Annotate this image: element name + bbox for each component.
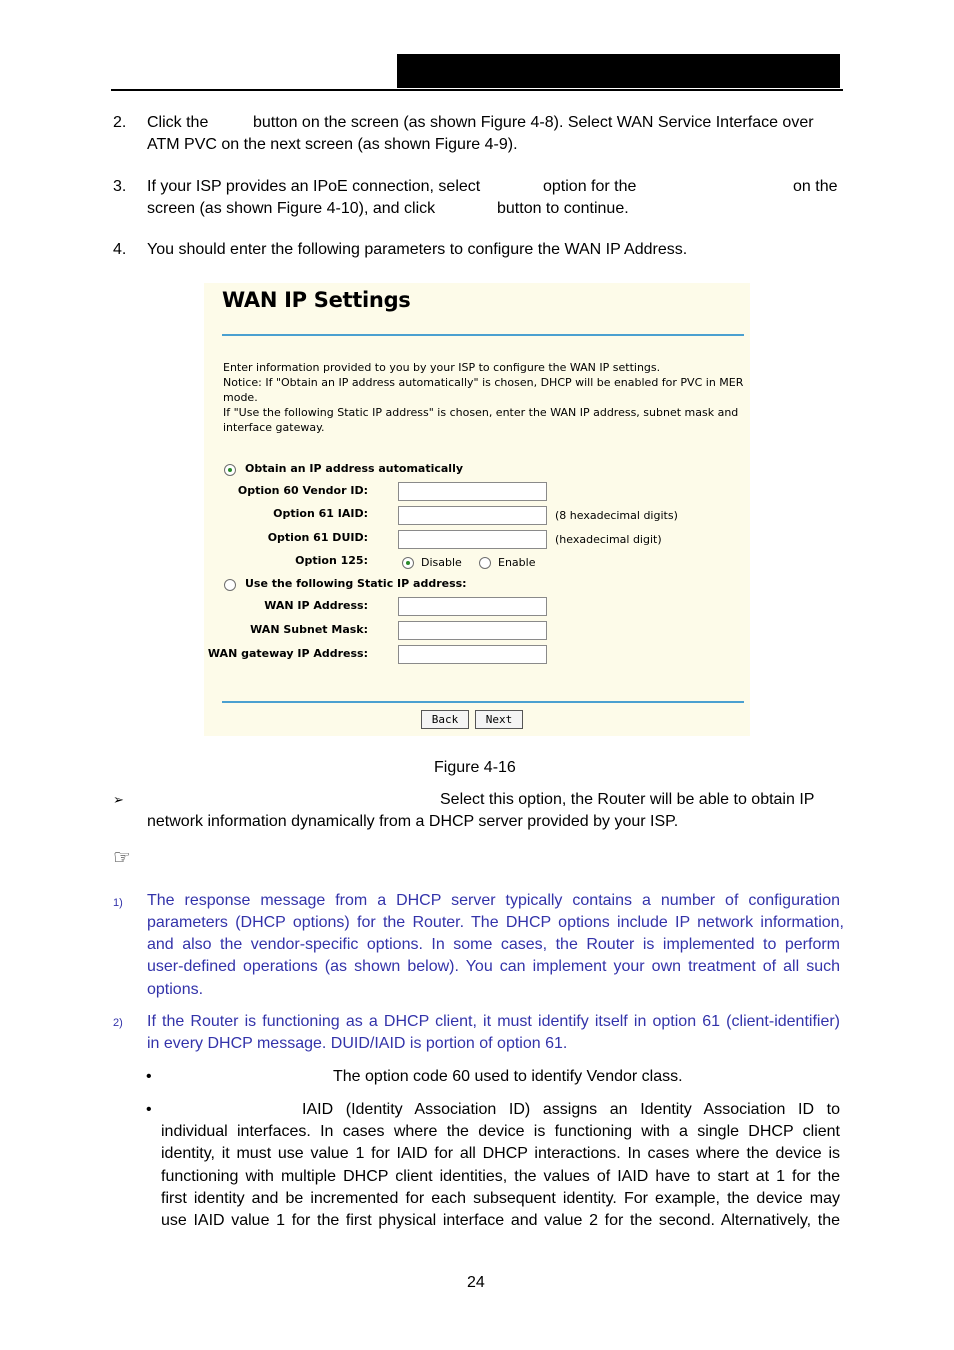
wan-ip-input[interactable] (398, 597, 547, 616)
back-button[interactable]: Back (421, 710, 469, 729)
step-3-text-b: option for the (543, 178, 637, 195)
iaid-desc-line: first identity and be incremented for each subsequent identity. For example, the device may (161, 1190, 840, 1207)
option61-duid-input[interactable] (398, 530, 547, 549)
header-bar (397, 54, 840, 88)
option60-label: Option 60 Vendor ID: (237, 484, 368, 497)
step-3-text-d: screen (as shown Figure 4-10), and click (147, 200, 436, 217)
iaid-desc-line: functioning with multiple DHCP client identities, the values of IAID have to start at 1 for the (161, 1168, 840, 1185)
iaid-desc-line: individual interfaces. In cases where the device is functioning with a single DHCP client (161, 1123, 840, 1140)
option61-iaid-hint: (8 hexadecimal digits) (555, 509, 678, 522)
intro-line: interface gateway. (223, 421, 325, 434)
wan-ip-settings-figure (204, 283, 750, 736)
panel-top-rule (222, 334, 744, 336)
intro-line: mode. (223, 391, 258, 404)
wan-mask-input[interactable] (398, 621, 547, 640)
next-button[interactable]: Next (475, 710, 523, 729)
step-3-text-e: button to continue. (497, 200, 629, 217)
note-1-line: and also the vendor-specific options. In some cases, the Router is implemented to perform (147, 936, 840, 953)
step-number: 2. (113, 114, 127, 131)
static-ip-radio[interactable] (224, 579, 236, 591)
note-2-line: in every DHCP message. DUID/IAID is portion of option 61. (147, 1035, 568, 1052)
step-number: 4. (113, 241, 127, 258)
obtain-auto-radio[interactable] (224, 464, 236, 476)
panel-bottom-rule (222, 701, 744, 703)
note-number: 2) (113, 1017, 123, 1029)
note-1-line: parameters (DHCP options) for the Router. The DHCP options include IP network information, (147, 914, 844, 931)
option125-disable-label: Disable (421, 556, 462, 569)
note-number: 1) (113, 897, 123, 909)
panel-title: WAN IP Settings (222, 288, 411, 312)
dot-bullet-icon: • (146, 1068, 152, 1085)
static-ip-label: Use the following Static IP address: (245, 577, 467, 590)
option61-iaid-input[interactable] (398, 506, 547, 525)
figure-caption: Figure 4-16 (434, 759, 516, 776)
option61-duid-label: Option 61 DUID: (267, 531, 368, 544)
step-2-text-a: Click the (147, 114, 209, 131)
option61-duid-hint: (hexadecimal digit) (555, 533, 662, 546)
step-3-text-c: on the (793, 178, 838, 195)
intro-line: Enter information provided to you by your ISP to configure the WAN IP settings. (223, 361, 661, 374)
wan-gateway-input[interactable] (398, 645, 547, 664)
step-number: 3. (113, 178, 127, 195)
wan-ip-label: WAN IP Address: (264, 599, 368, 612)
obtain-auto-label: Obtain an IP address automatically (245, 462, 464, 475)
note-1-line: user-defined operations (as shown below). You can implement your own treatment of all such (147, 958, 840, 975)
option125-label: Option 125: (295, 554, 368, 567)
obtain-desc-line: network information dynamically from a DHCP server provided by your ISP. (147, 813, 679, 830)
iaid-desc-line: use IAID value 1 for the first physical interface and value 2 for the second. Alternatively, the (161, 1212, 840, 1229)
option125-enable-label: Enable (498, 556, 536, 569)
step-4-text: You should enter the following parameters to configure the WAN IP Address. (147, 241, 688, 258)
intro-line: If "Use the following Static IP address" is chosen, enter the WAN IP address, subnet mask and (223, 406, 739, 419)
arrow-bullet-icon: ➢ (113, 792, 124, 807)
option125-enable-radio[interactable] (479, 557, 491, 569)
note-2-line: If the Router is functioning as a DHCP client, it must identify itself in option 61 (client-identifier) (147, 1013, 840, 1030)
wan-gateway-label: WAN gateway IP Address: (207, 647, 368, 660)
page-number: 24 (467, 1274, 485, 1291)
iaid-desc-line: identity, it must use value 1 for IAID for all DHCP interactions. In cases where the device is (161, 1145, 840, 1162)
wan-mask-label: WAN Subnet Mask: (250, 623, 368, 636)
option60-input[interactable] (398, 482, 547, 501)
option60-desc: The option code 60 used to identify Vendor class. (333, 1068, 683, 1085)
option125-disable-radio[interactable] (402, 557, 414, 569)
dot-bullet-icon: • (146, 1101, 152, 1118)
step-2-text-c: ATM PVC on the next screen (as shown Figure 4-9). (147, 136, 518, 153)
obtain-desc-line: Select this option, the Router will be able to obtain IP (440, 791, 815, 808)
pointing-hand-icon: ☞ (113, 845, 131, 869)
intro-line: Notice: If "Obtain an IP address automatically" is chosen, DHCP will be enabled for PVC in MER (223, 376, 744, 389)
note-1-line: The response message from a DHCP server typically contains a number of configuration (147, 892, 840, 909)
header-rule (111, 89, 843, 91)
step-3-text-a: If your ISP provides an IPoE connection, select (147, 178, 481, 195)
step-2-text-b: button on the screen (as shown Figure 4-8). Select WAN Service Interface over (253, 114, 814, 131)
note-1-line: options. (147, 981, 204, 998)
iaid-desc-line: IAID (Identity Association ID) assigns an Identity Association ID to (302, 1101, 840, 1118)
option61-iaid-label: Option 61 IAID: (273, 507, 368, 520)
